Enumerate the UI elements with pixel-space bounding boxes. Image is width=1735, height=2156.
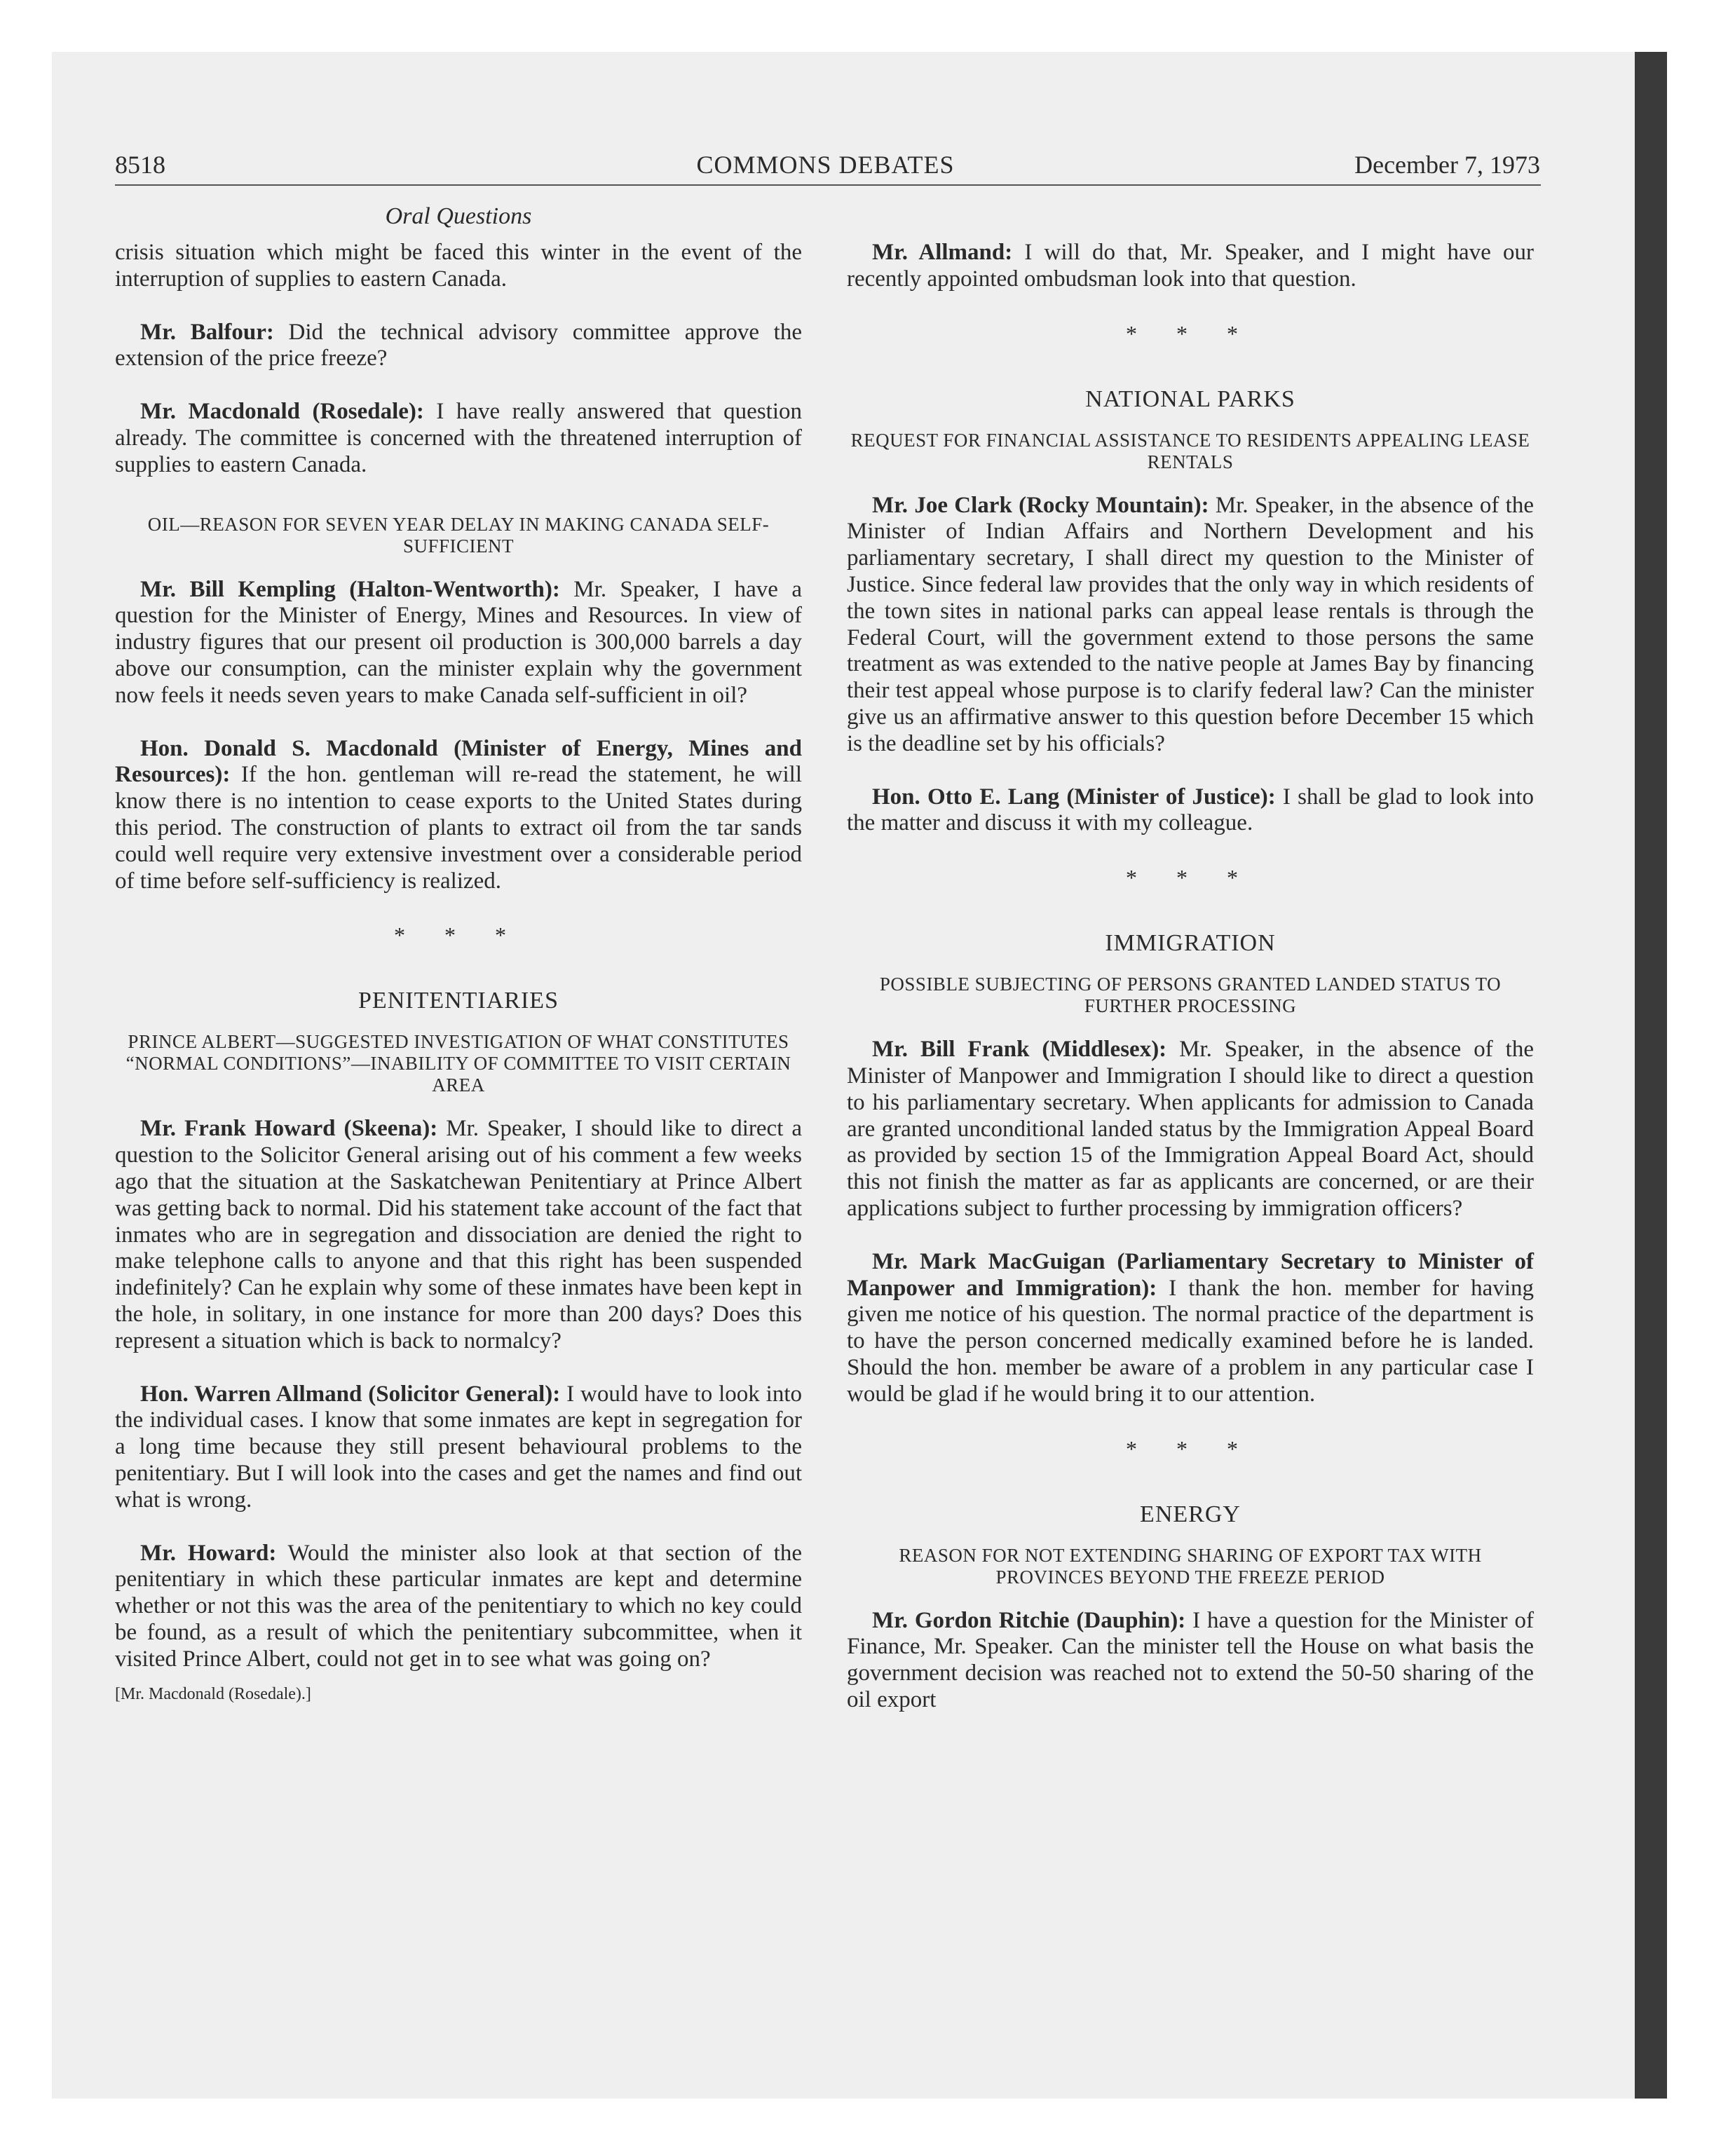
section-separator: * * * [1126,1435,1255,1461]
paragraph [115,1381,802,1514]
speaker-name: Hon. Otto E. Lang (Minister of Justice): [872,784,1276,810]
paragraph-text: Did the technical advisory committee approve the extension of the price freeze? [115,319,802,371]
speaker-name: Mr. Allmand: [872,240,1013,265]
speaker-name: Mr. Frank Howard (Skeena): [140,1116,438,1142]
paragraph [115,240,802,293]
paragraph [115,399,802,478]
paragraph [847,1249,1534,1408]
speaker-name: Mr. Bill Frank (Middlesex): [872,1037,1167,1063]
left-column [115,203,802,1704]
paragraph-text: Mr. Speaker, I have a question for the Minister of Energy, Mines and Resources. In view of industry figures that our present oil production is 300,000 barrels a day above our consumption, can the minister explain why the government now feels it needs seven years to make Canada self-sufficient in oil? [115,576,802,708]
speaker-name: Mr. Macdonald (Rosedale): [140,399,424,425]
subheading: REASON FOR NOT EXTENDING SHARING OF EXPORT TAX WITH PROVINCES BEYOND THE FREEZE PERIOD [899,1544,1482,1588]
page-number: 8518 [115,151,165,179]
section-heading: NATIONAL PARKS [1085,386,1295,412]
paragraph-text: I thank the hon. member for having given me notice of his question. The normal practice of the department is to have the person concerned medically examined before he is landed. Should the hon. member be aware of a problem in any particular case I would be glad if he would bring it to our attention. [847,1275,1534,1407]
subheading: OIL—REASON FOR SEVEN YEAR DELAY IN MAKING CANADA SELF-SUFFICIENT [147,513,770,557]
paragraph-text: Mr. Speaker, I should like to direct a question to the Solicitor General arising out of his comment a few weeks ago that the situation at the Saskatchewan Penitentiary at Prince Albert was getting back to normal. Did his statement take account of the fact that inmates who are in segregation and dissociation are denied the right to make telephone calls to anyone and that this right has been suspended indefinitely? Can he explain why some of these inmates have been kept in the hole, in solitary, in one instance for more than 200 days? Does this represent a situation which is back to normalcy? [115,1116,802,1353]
paragraph-text: I have a question for the Minister of Finance, Mr. Speaker. Can the minister tell the House on what basis the government decision was reached not to extend the 50-50 sharing of the oil export [847,1607,1534,1712]
page-date: December 7, 1973 [1354,151,1540,179]
paragraph-text: I shall be glad to look into the matter and discuss it with my colleague. [847,784,1535,836]
speaker-name: Mr. Joe Clark (Rocky Mountain): [872,492,1209,518]
header-rule [115,184,1541,186]
speaker-name: Mr. Mark MacGuigan (Parliamentary Secretary to Minister of Manpower and Immigration): [847,1248,1534,1301]
paragraph [115,1541,802,1673]
running-head: Oral Questions [385,203,532,229]
section-heading: IMMIGRATION [1105,930,1276,957]
speaker-name: Mr. Gordon Ritchie (Dauphin): [872,1607,1186,1633]
subheading: PRINCE ALBERT—SUGGESTED INVESTIGATION OF WHAT CONSTITUTES “NORMAL CONDITIONS”—INABILITY OF COMMITTEE TO VISIT CERTAIN AREA [125,1031,791,1096]
paragraph-text: crisis situation which might be faced this winter in the event of the interruption of supplies to eastern Canada. [115,240,802,292]
paragraph [115,320,802,373]
paragraph [847,493,1534,758]
paragraph-text: Mr. Speaker, in the absence of the Minister of Manpower and Immigration I should like to direct a question to his parliamentary secretary. When applicants for admission to Canada are granted unconditional landed status by the Immigration Appeal Board as provided by section 15 of the Immigration Appeal Board Act, should this not finish the matter as far as applicants are concerned, or are their applications subject to further processing by immigration officers? [847,1037,1534,1221]
section-separator: * * * [1126,320,1255,346]
paragraph [847,1037,1534,1222]
scan-edge [1635,52,1667,2099]
speaker-name: Mr. Howard: [140,1540,277,1566]
paragraph [847,1608,1534,1714]
right-column [847,203,1534,1740]
paragraph [847,784,1534,838]
speaker-name: Hon. Warren Allmand (Solicitor General): [140,1381,561,1407]
paragraph-text: If the hon. gentleman will re-read the statement, he will know there is no intention to cease exports to the United States during this period. The construction of plants to extract oil from the tar sands could well require very extensive investment over a considerable period of time before self-sufficiency is realized. [115,762,802,894]
paragraph-text: I will do that, Mr. Speaker, and I might have our recently appointed ombudsman look into that question. [847,240,1534,292]
paragraph-text: I have really answered that question already. The committee is concerned with the threatened interruption of supplies to eastern Canada. [115,399,802,477]
speaker-name: Mr. Balfour: [140,319,274,345]
footnote: [Mr. Macdonald (Rosedale).] [115,1685,311,1704]
subheading: REQUEST FOR FINANCIAL ASSISTANCE TO RESIDENTS APPEALING LEASE RENTALS [850,429,1530,472]
paragraph [847,240,1534,293]
paragraph [115,1116,802,1354]
speaker-name: Mr. Bill Kempling (Halton-Wentworth): [140,576,560,602]
section-heading: ENERGY [1140,1501,1241,1527]
subheading: POSSIBLE SUBJECTING OF PERSONS GRANTED LANDED STATUS TO FURTHER PROCESSING [879,974,1502,1017]
paragraph [115,736,802,895]
paragraph-text: I would have to look into the individual cases. I know that some inmates are kept in segregation for a long time because they still present behavioural problems to the penitentiary. But I will look into the cases and get the names and find out what is wrong. [115,1381,802,1513]
section-heading: PENITENTIARIES [358,988,559,1014]
paragraph-text: Mr. Speaker, in the absence of the Minister of Indian Affairs and Northern Development and his parliamentary secretary, I shall direct my question to the Minister of Justice. Since federal law provides that the only way in which residents of the town sites in national parks can appeal lease rentals is through the Federal Court, will the government extend to those persons the same treatment as was extended to the native people at James Bay by financing their test appeal whose purpose is to clarify federal law? Can the minister give us an affirmative answer to this question before December 15 which is the deadline set by his officials? [847,492,1534,756]
section-separator: * * * [1126,865,1255,891]
paragraph [115,577,802,709]
journal-title: COMMONS DEBATES [696,151,955,179]
speaker-name: Hon. Donald S. Macdonald (Minister of Energy, Mines and Resources): [115,735,802,788]
section-separator: * * * [394,922,523,948]
paragraph-text: Would the minister also look at that section of the penitentiary in which these particular inmates are kept and determine whether or not this was the area of the penitentiary to which no key could be found, as a result of which the penitentiary subcommittee, when it visited Prince Albert, could not get in to see what was going on? [115,1540,802,1672]
